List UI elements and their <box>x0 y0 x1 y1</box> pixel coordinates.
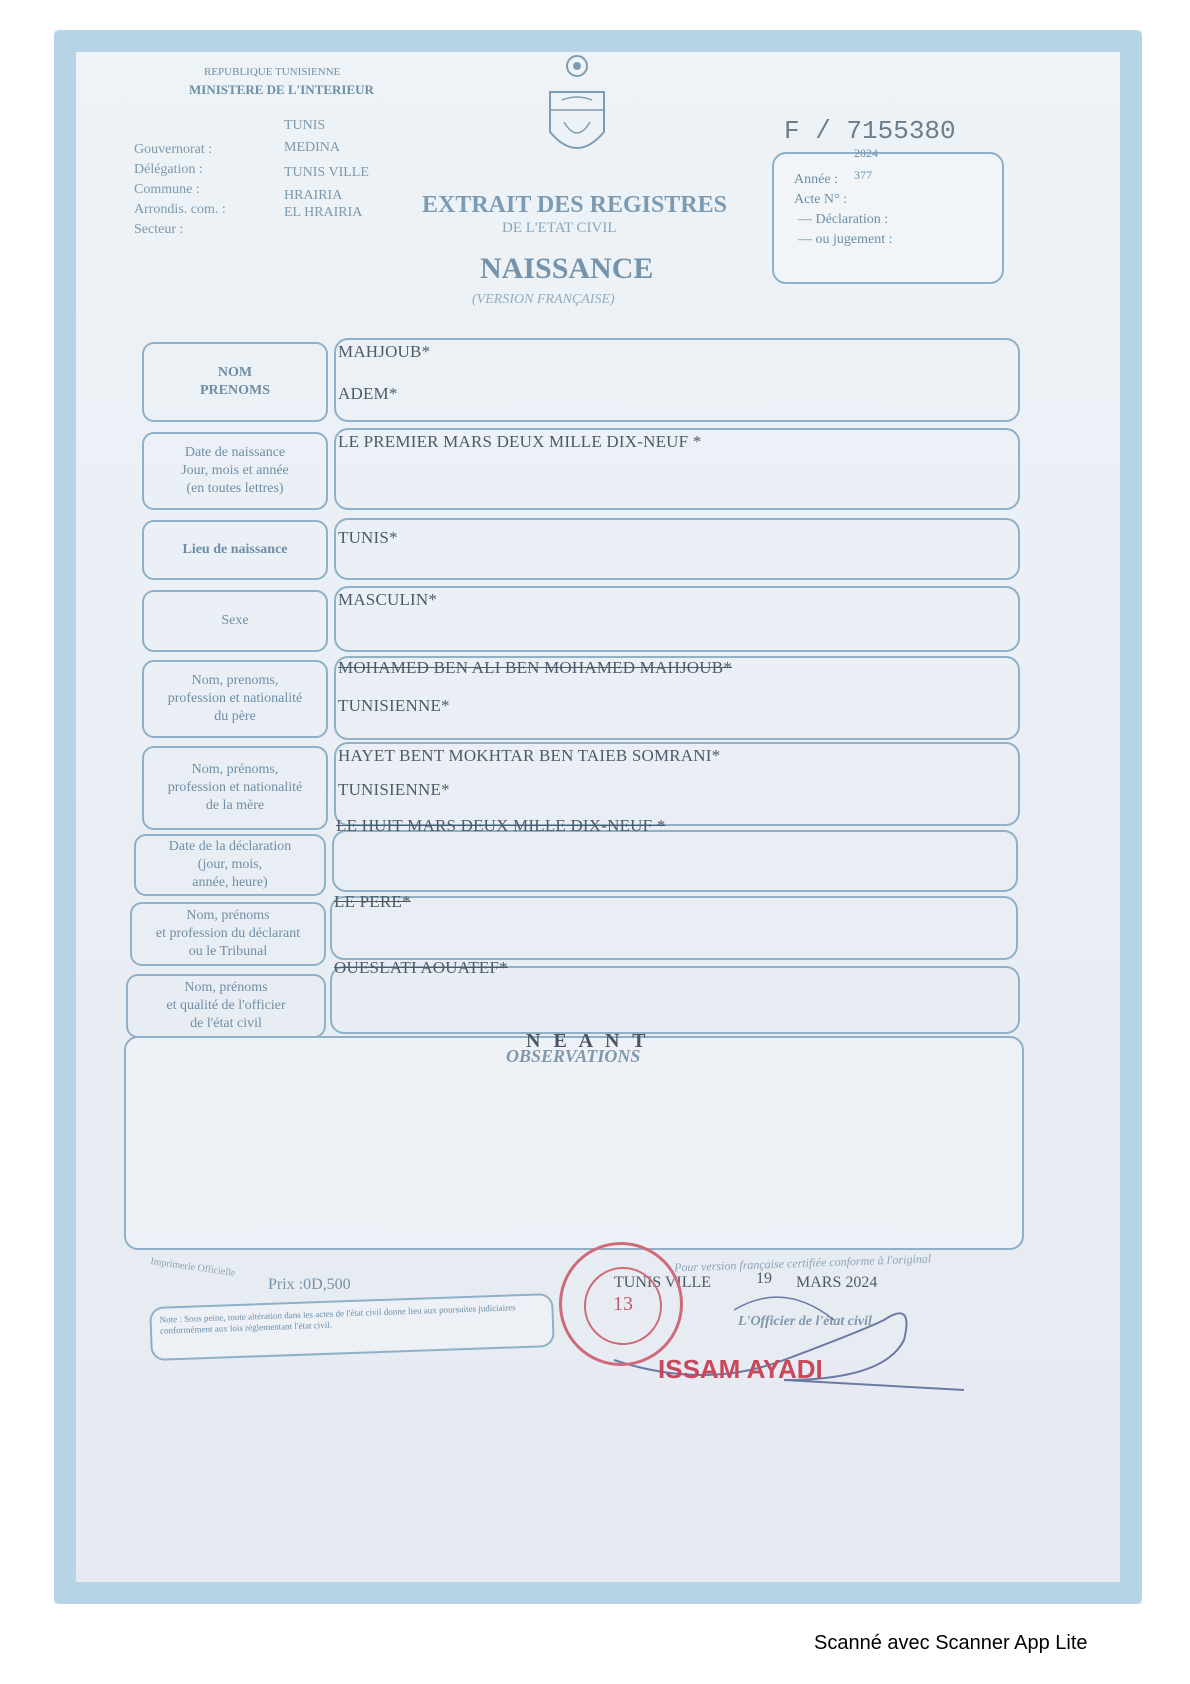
year-value: 2024 <box>854 146 878 160</box>
value-pere-nom: MOHAMED BEN ALI BEN MOHAMED MAHJOUB* <box>338 658 732 677</box>
row-label-declarant: Nom, prénoms et profession du déclarant ou le Tribunal <box>130 902 326 966</box>
value-gouvernorat: TUNIS <box>284 118 326 133</box>
row-label-lieu: Lieu de naissance <box>142 520 328 580</box>
value-nom: MAHJOUB* <box>338 342 431 361</box>
row-label-mere: Nom, prénoms, profession et nationalité de la mère <box>142 746 328 830</box>
label-arrondissement: Arrondis. com. : <box>134 202 226 217</box>
title-etat-civil: DE L'ETAT CIVIL <box>502 220 617 236</box>
row-value-box-declarant <box>330 892 1018 960</box>
value-mere-nom: HAYET BENT MOKHTAR BEN TAIEB SOMRANI* <box>338 746 721 765</box>
scanned-photo <box>54 30 1142 1604</box>
officer-title: L'Officier de l'état civil <box>738 1314 872 1329</box>
value-declarant: LE PERE* <box>334 892 411 911</box>
value-arrondissement: HRAIRIA <box>284 188 343 203</box>
act-value: 377 <box>854 168 872 182</box>
note-text: Note : Sous peine, toute altération dans les actes de l'état civil donne lieu aux poursuites judiciaires conformément aux lois réglementant l'état civil. <box>159 1302 516 1336</box>
scanner-caption: Scanné avec Scanner App Lite <box>814 1632 1088 1654</box>
row-label-date-naissance: Date de naissance Jour, mois et année (en toutes lettres) <box>142 432 328 510</box>
row-label-officier: Nom, prénoms et qualité de l'officier de l'état civil <box>126 974 326 1038</box>
observations-box <box>124 1030 1024 1250</box>
certificate-paper <box>54 30 1142 1604</box>
value-date-naissance: LE PREMIER MARS DEUX MILLE DIX-NEUF * <box>338 432 702 451</box>
coat-of-arms-icon <box>542 52 612 172</box>
label-gouvernorat: Gouvernorat : <box>134 142 213 157</box>
row-value-box-lieu <box>334 518 1020 580</box>
value-pere-nationalite: TUNISIENNE* <box>338 696 450 715</box>
value-delegation: MEDINA <box>284 140 340 155</box>
place-label: TUNIS VILLE <box>614 1274 712 1291</box>
official-stamp-inner <box>584 1267 662 1345</box>
row-label-nom: NOM PRENOMS <box>142 342 328 422</box>
value-commune: TUNIS VILLE <box>284 165 369 180</box>
value-declaration: LE HUIT MARS DEUX MILLE DIX-NEUF * <box>336 816 666 835</box>
act-info-box <box>772 146 1004 284</box>
republic-label: REPUBLIQUE TUNISIENNE <box>204 66 341 78</box>
value-sexe: MASCULIN* <box>338 590 438 609</box>
row-value-box-pere <box>334 656 1020 740</box>
serial-number: F / 7155380 <box>784 116 956 146</box>
row-label-sexe: Sexe <box>142 590 328 652</box>
observations-title: OBSERVATIONS <box>506 1046 641 1066</box>
price-label: Prix :0D,500 <box>268 1276 351 1293</box>
row-label-pere: Nom, prenoms, profession et nationalité du père <box>142 660 328 738</box>
month-year-label: MARS 2024 <box>796 1274 878 1291</box>
row-value-box-sexe <box>334 586 1020 652</box>
ministry-label: MINISTERE DE L'INTERIEUR <box>189 82 374 97</box>
title-version: (VERSION FRANÇAISE) <box>472 292 615 307</box>
title-extrait: EXTRAIT DES REGISTRES <box>422 192 728 218</box>
value-lieu: TUNIS* <box>338 528 398 547</box>
officer-name: ISSAM AYADI <box>658 1354 823 1384</box>
value-officier: OUESLATI AOUATEF* <box>334 958 508 977</box>
imprimerie-label: Imprimerie Officielle <box>149 1256 236 1279</box>
row-value-box-officier <box>330 958 1020 1034</box>
act-label: Acte N° : <box>794 192 848 207</box>
value-mere-nationalite: TUNISIENNE* <box>338 780 450 799</box>
row-label-declaration: Date de la déclaration (jour, mois, année, heure) <box>134 834 326 896</box>
declaration-label: — Déclaration : <box>798 212 889 227</box>
row-value-box-declaration <box>332 816 1018 892</box>
row-value-box-date-naissance <box>334 428 1020 510</box>
value-secteur: EL HRAIRIA <box>284 205 363 220</box>
value-prenoms: ADEM* <box>338 384 398 403</box>
label-commune: Commune : <box>134 182 200 197</box>
certified-label: Pour version française certifiée conforme à l'original <box>673 1251 932 1275</box>
stamp-number: 13 <box>613 1293 633 1315</box>
year-label: Année : <box>794 172 838 187</box>
row-value-box-nom <box>334 338 1020 422</box>
neant-stamp: N E A N T <box>526 1030 650 1052</box>
title-naissance: NAISSANCE <box>480 252 654 285</box>
row-value-box-mere <box>334 742 1020 826</box>
day-label: 19 <box>756 1270 772 1287</box>
label-secteur: Secteur : <box>134 222 184 237</box>
official-stamp <box>559 1242 683 1366</box>
label-delegation: Délégation : <box>134 162 203 177</box>
jugement-label: — ou jugement : <box>798 232 893 247</box>
